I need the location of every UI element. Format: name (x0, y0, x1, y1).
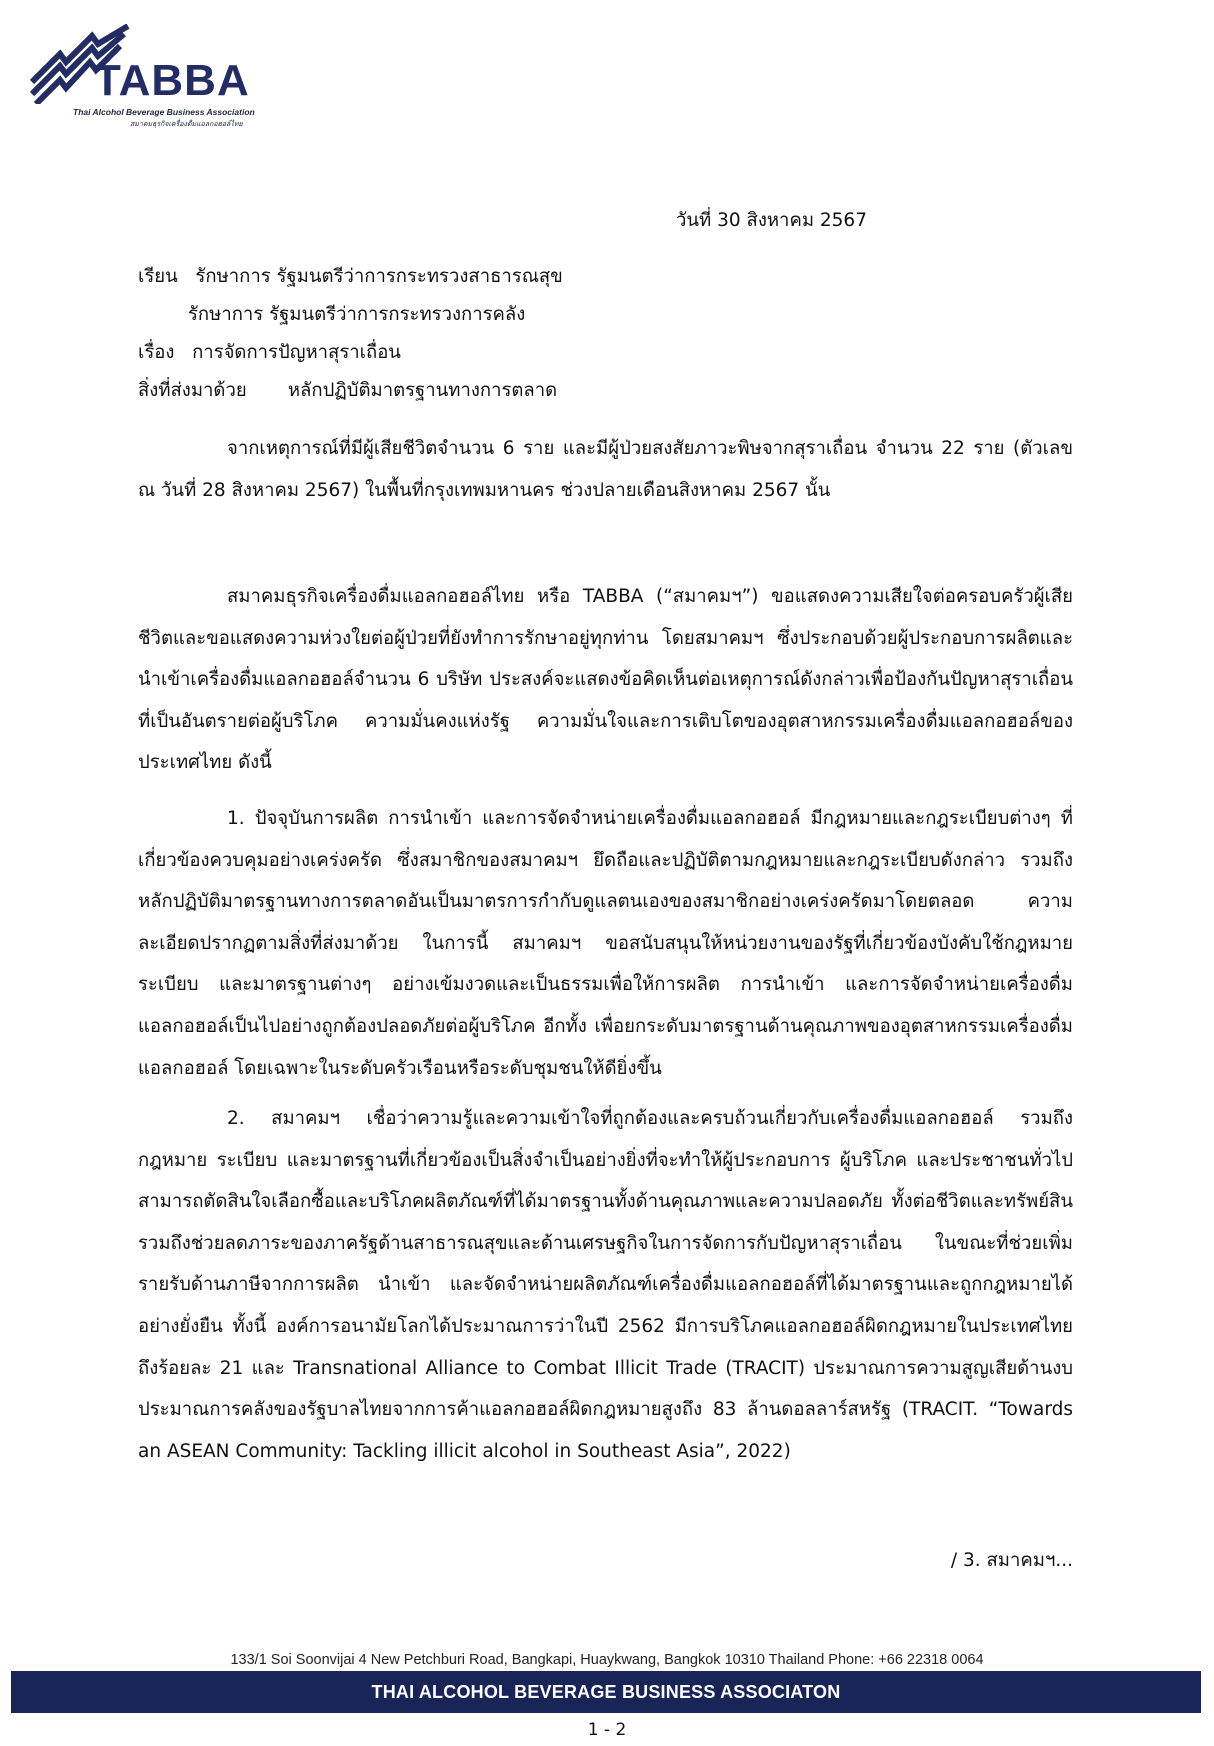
to-label: เรียน (138, 266, 178, 287)
recipient-line-1 (138, 262, 1038, 292)
association-name-en: Thai Alcohol Beverage Business Association (73, 107, 255, 117)
page-number: 1 - 2 (587, 1720, 627, 1740)
letter-date: วันที่ 30 สิงหาคม 2567 (676, 210, 867, 231)
subject-label: เรื่อง (138, 342, 175, 363)
enclosure-text: หลักปฏิบัติมาตรฐานทางการตลาด (287, 380, 558, 401)
paragraph-intro: จากเหตุการณ์ที่มีผู้เสียชีวิตจำนวน 6 ราย และมีผู้ป่วยสงสัยภาวะพิษจากสุราเถื่อน จำนวน 22 ราย (ตัวเลข ณ วันที่ 28 สิงหาคม 2567) ในพื้นที่กรุงเทพมหานคร ช่วงปลายเดือนสิงหาคม 2567 นั้น (138, 438, 1073, 501)
footer-address: 133/1 Soi Soonvijai 4 New Petchburi Road, Bangkapi, Huaykwang, Bangkok 10310 Thailand Phone: +66 22318 0064 (230, 1652, 984, 1668)
enclosure-line (138, 376, 1038, 406)
paragraph-point-2: 2. สมาคมฯ เชื่อว่าความรู้และความเข้าใจที่ถูกต้องและครบถ้วนเกี่ยวกับเครื่องดื่มแอลกอฮอล์ รวมถึงกฎหมาย ระเบียบ และมาตรฐานที่เกี่ยวข้องเป็นสิ่งจำเป็นอย่างยิ่งที่จะทำให้ผู้ประกอบการ ผู้บริโภค และประชาชนทั่วไปสามารถตัดสินใจเลือกซื้อและบริโภคผลิตภัณฑ์ที่ได้มาตรฐานทั้งด้านคุณภาพและความปลอดภัย ทั้งต่อชีวิตและทรัพย์สิน รวมถึงช่วยลดภาระของภาครัฐด้านสาธารณสุขและด้านเศรษฐกิจในการจัดการกับปัญหาสุราเถื่อน ในขณะที่ช่วยเพิ่มรายรับด้านภาษีจากการผลิต นำเข้า และจัดจำหน่ายผลิตภัณฑ์เครื่องดื่มแอลกอฮอล์ที่ได้มาตรฐานและถูกกฎหมายได้อย่างยั่งยืน ทั้งนี้ องค์การอนามัยโลกได้ประมาณการว่าในปี 2562 มีการบริโภคแอลกอฮอล์ผิดกฎหมายในประเทศไทยถึงร้อยละ 21 และ Transnational Alliance to Combat Illicit Trade (TRACIT) ประมาณการความสูญเสียด้านงบประมาณการคลังของรัฐบาลไทยจากการค้าแอลกอฮอล์ผิดกฎหมายสูงถึง 83 ล้านดอลลาร์สหรัฐ (TRACIT. “Towards an ASEAN Community: Tackling illicit alcohol in Southeast Asia”, 2022) (138, 1108, 1073, 1462)
subject-line (138, 338, 1038, 368)
association-name-th: สมาคมธุรกิจเครื่องดื่มแอลกอฮอล์ไทย (130, 121, 243, 128)
brand-name: TABBA (94, 56, 250, 105)
footer-band: THAI ALCOHOL BEVERAGE BUSINESS ASSOCIATON (11, 1671, 1201, 1713)
subject-text: การจัดการปัญหาสุราเถื่อน (192, 342, 401, 363)
paragraph-point-1: 1. ปัจจุบันการผลิต การนำเข้า และการจัดจำหน่ายเครื่องดื่มแอลกอฮอล์ มีกฎหมายและกฎระเบียบต่างๆ ที่เกี่ยวข้องควบคุมอย่างเคร่งครัด ซึ่งสมาชิกของสมาคมฯ ยึดถือและปฏิบัติตามกฎหมายและกฎระเบียบดังกล่าว รวมถึงหลักปฏิบัติมาตรฐานทางการตลาดอันเป็นมาตรการกำกับดูแลตนเองของสมาชิกอย่างเคร่งครัดมาโดยตลอด ความละเอียดปรากฏตามสิ่งที่ส่งมาด้วย ในการนี้ สมาคมฯ ขอสนับสนุนให้หน่วยงานของรัฐที่เกี่ยวข้องบังคับใช้กฎหมาย ระเบียบ และมาตรฐานต่างๆ อย่างเข้มงวดและเป็นธรรมเพื่อให้การผลิต การนำเข้า และการจัดจำหน่ายเครื่องดื่มแอลกอฮอล์เป็นไปอย่างถูกต้องปลอดภัยต่อผู้บริโภค อีกทั้ง เพื่อยกระดับมาตรฐานด้านคุณภาพของอุตสาหกรรมเครื่องดื่มแอลกอฮอล์ โดยเฉพาะในระดับครัวเรือนหรือระดับชุมชนให้ดียิ่งขึ้น (138, 808, 1073, 1079)
enclosure-label: สิ่งที่ส่งมาด้วย (138, 380, 247, 401)
paragraph-condolence: สมาคมธุรกิจเครื่องดื่มแอลกอฮอล์ไทย หรือ TABBA (“สมาคมฯ”) ขอแสดงความเสียใจต่อครอบครัวผู้เสียชีวิตและขอแสดงความห่วงใยต่อผู้ป่วยที่ยังทำการรักษาอยู่ทุกท่าน โดยสมาคมฯ ซึ่งประกอบด้วยผู้ประกอบการผลิตและนำเข้าเครื่องดื่มแอลกอฮอล์จำนวน 6 บริษัท ประสงค์จะแสดงข้อคิดเห็นต่อเหตุการณ์ดังกล่าวเพื่อป้องกันปัญหาสุราเถื่อนที่เป็นอันตรายต่อผู้บริโภค ความมั่นคงแห่งรัฐ ความมั่นใจและการเติบโตของอุตสาหกรรมเครื่องดื่มแอลกอฮอล์ของประเทศไทย ดังนี้ (138, 586, 1073, 774)
tabba-logo (30, 24, 255, 132)
recipient-1: รักษาการ รัฐมนตรีว่าการกระทรวงสาธารณสุข (195, 266, 563, 287)
recipient-line-2 (188, 300, 1088, 330)
recipient-2: รักษาการ รัฐมนตรีว่าการกระทรวงการคลัง (188, 304, 526, 325)
continuation-note: / 3. สมาคมฯ... (950, 1550, 1073, 1571)
